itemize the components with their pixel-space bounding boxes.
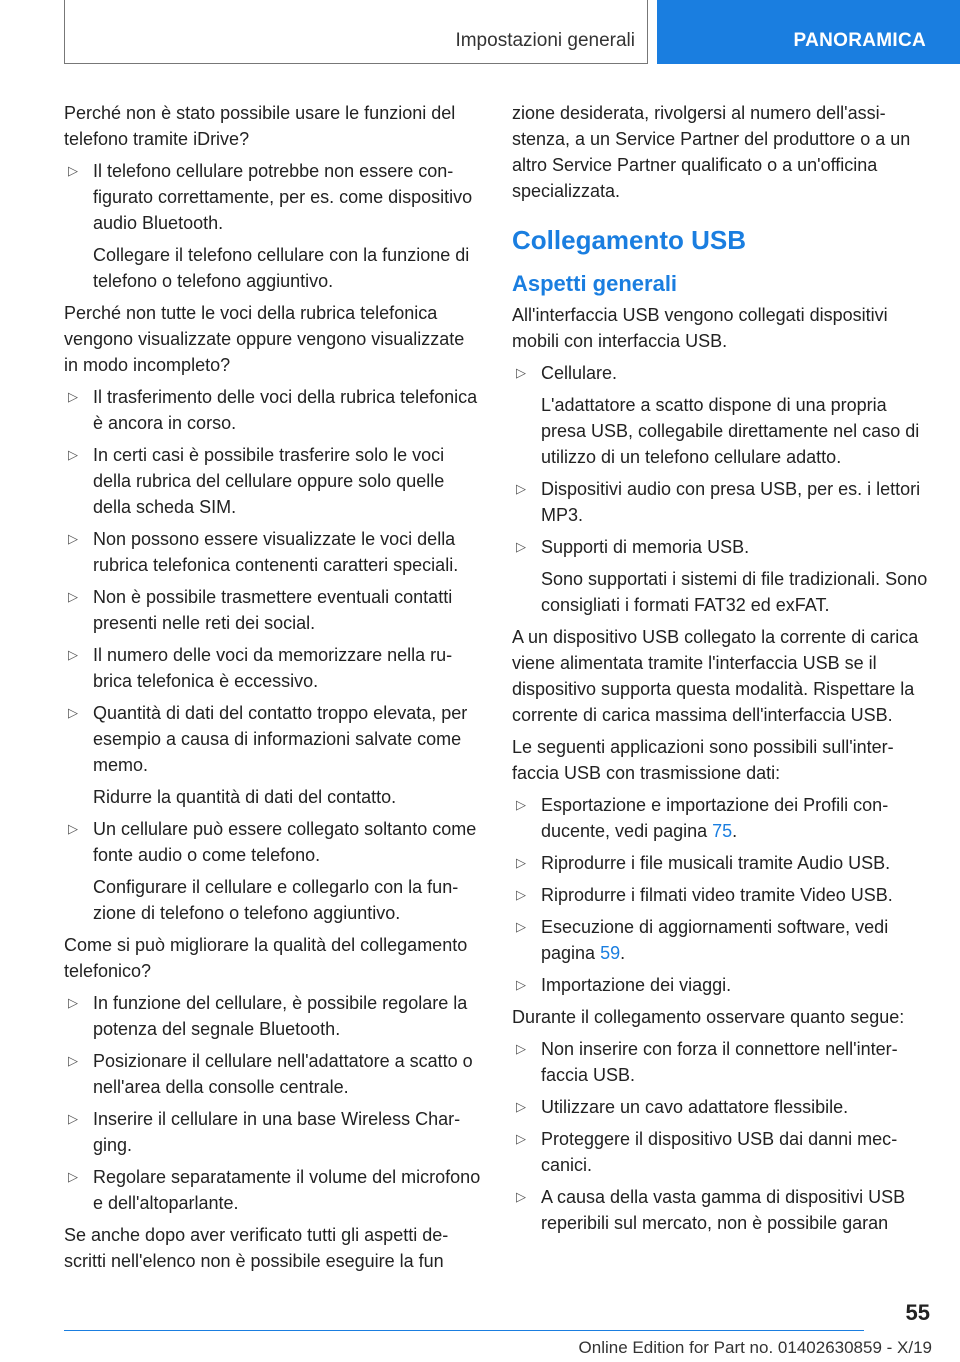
- bullet-triangle-icon: ▷: [68, 1053, 78, 1068]
- list-item-text: Esportazione e importazione dei Profili conducente, vedi pagina: [541, 795, 889, 841]
- list-item: [512, 1094, 928, 1120]
- list-item: [64, 158, 482, 294]
- header-section-title: Impostazioni generali: [455, 30, 635, 51]
- list-item-subtext: Sono supportati i sistemi di file tradizionali. Sono consigliati i formati FAT32 ed exFAT.: [541, 569, 928, 615]
- bullet-triangle-icon: ▷: [516, 481, 526, 496]
- list-item: [512, 360, 928, 470]
- list-item-text: Esecuzione di aggiornamenti software, vedi pagina: [541, 917, 889, 963]
- bullet-triangle-icon: ▷: [68, 821, 78, 836]
- bullet-triangle-icon: ▷: [516, 977, 526, 992]
- list-item-text: Un cellulare può essere collegato soltanto come fonte audio o come telefono.: [93, 819, 477, 865]
- list-item: [512, 792, 928, 844]
- list-item-text: Il telefono cellulare potrebbe non essere configurato correttamente, per es. come dispositivo audio Bluetooth.: [93, 161, 473, 233]
- list-item: [512, 914, 928, 966]
- bullet-triangle-icon: ▷: [68, 447, 78, 462]
- list-item: [512, 882, 928, 908]
- bullet-triangle-icon: ▷: [68, 647, 78, 662]
- bullet-triangle-icon: ▷: [516, 919, 526, 934]
- bullet-triangle-icon: ▷: [68, 1169, 78, 1184]
- list-item-text: Supporti di memoria USB.: [541, 537, 750, 557]
- heading-usb: Collegamento USB: [512, 225, 747, 255]
- bullet-triangle-icon: ▷: [516, 365, 526, 380]
- bullet-triangle-icon: ▷: [516, 887, 526, 902]
- bullet-triangle-icon: ▷: [68, 531, 78, 546]
- list-item: [512, 1036, 928, 1088]
- list-item-text: Regolare separatamente il volume del microfono e dell'altoparlante.: [93, 1167, 481, 1213]
- list-item-text: Inserire il cellulare in una base Wireless Charging.: [93, 1109, 461, 1155]
- q1-list: [64, 158, 482, 294]
- usb-intro: All'interfaccia USB vengono collegati dispositivi mobili con interfaccia USB.: [512, 305, 888, 351]
- heading-general: Aspetti generali: [512, 271, 678, 296]
- header-section-box: [64, 0, 648, 64]
- list-item: [64, 1048, 482, 1100]
- q2-list: [64, 384, 482, 926]
- list-item-text: Dispositivi audio con presa USB, per es. i lettori MP3.: [541, 479, 921, 525]
- list-item: [64, 442, 482, 520]
- notes-intro: Durante il collegamento osservare quanto segue:: [512, 1007, 905, 1027]
- list-item-tail: .: [732, 821, 738, 841]
- notes-list: [512, 1036, 928, 1236]
- bullet-triangle-icon: ▷: [68, 589, 78, 604]
- list-item-text: Riprodurre i file musicali tramite Audio USB.: [541, 853, 891, 873]
- header-tab-panoramica[interactable]: [657, 0, 960, 64]
- list-item: [512, 534, 928, 618]
- list-item-text: Posizionare il cellulare nell'adattatore a scatto o nell'area della consolle centrale.: [93, 1051, 473, 1097]
- footer-edition: Online Edition for Part no. 01402630859 - X/19: [578, 1338, 932, 1357]
- list-item: [64, 526, 482, 578]
- list-item: [64, 990, 482, 1042]
- list-item-text: Importazione dei viaggi.: [541, 975, 732, 995]
- bullet-triangle-icon: ▷: [68, 1111, 78, 1126]
- list-item-text: Utilizzare un cavo adattatore flessibile.: [541, 1097, 849, 1117]
- list-item: [64, 642, 482, 694]
- list-item-text: Quantità di dati del contatto troppo elevata, per esempio a causa di informazioni salvate come memo.: [93, 703, 468, 775]
- bullet-triangle-icon: ▷: [516, 1189, 526, 1204]
- bullet-triangle-icon: ▷: [68, 705, 78, 720]
- list-item-text: Proteggere il dispositivo USB dai danni meccanici.: [541, 1129, 898, 1175]
- question-3: Come si può migliorare la qualità del collegamento telefonico?: [64, 935, 468, 981]
- header-tab-label: PANORAMICA: [793, 30, 926, 51]
- question-1: Perché non è stato possibile usare le funzioni del telefono tramite iDrive?: [64, 103, 456, 149]
- right-column: [512, 100, 928, 1242]
- continued-paragraph: zione desiderata, rivolgersi al numero dell'assistenza, a un Service Partner del produttore o a un altro Service Partner qualificato o a un'officina specializzata.: [512, 103, 911, 201]
- list-item-subtext: Ridurre la quantità di dati del contatto.: [93, 787, 397, 807]
- list-item-text: Cellulare.: [541, 363, 618, 383]
- left-column: [64, 100, 482, 1280]
- q3-list: [64, 990, 482, 1216]
- list-item-text: A causa della vasta gamma di dispositivi USB reperibili sul mercato, non è possibile garan: [541, 1187, 906, 1233]
- list-item-text: Il numero delle voci da memorizzare nella rubrica telefonica è eccessivo.: [93, 645, 453, 691]
- bullet-triangle-icon: ▷: [516, 855, 526, 870]
- list-item-subtext: L'adattatore a scatto dispone di una propria presa USB, collegabile direttamente nel caso di utilizzo di un telefono cellulare adatto.: [541, 395, 920, 467]
- page-link[interactable]: 75: [712, 821, 733, 841]
- page-number: 55: [905, 1300, 930, 1325]
- list-item: [512, 1126, 928, 1178]
- closing-paragraph: Se anche dopo aver verificato tutti gli aspetti descritti nell'elenco non è possibile eseguire la fun: [64, 1225, 449, 1271]
- list-item-text: Il trasferimento delle voci della rubrica telefonica è ancora in corso.: [93, 387, 478, 433]
- bullet-triangle-icon: ▷: [516, 1131, 526, 1146]
- footer-rule: [64, 1330, 864, 1331]
- bullet-triangle-icon: ▷: [516, 797, 526, 812]
- list-item-text: Non è possibile trasmettere eventuali contatti presenti nelle reti dei social.: [93, 587, 453, 633]
- list-item: [64, 584, 482, 636]
- list-item: [64, 384, 482, 436]
- list-item-subtext: Collegare il telefono cellulare con la funzione di telefono o telefono aggiuntivo.: [93, 245, 470, 291]
- list-item: [512, 1184, 928, 1236]
- list-item: [64, 700, 482, 810]
- bullet-triangle-icon: ▷: [68, 389, 78, 404]
- list-item: [64, 816, 482, 926]
- list-item-text: Non inserire con forza il connettore nell'interfaccia USB.: [541, 1039, 898, 1085]
- list-item-text: In certi casi è possibile trasferire solo le voci della rubrica del cellulare oppure solo quelle della scheda SIM.: [93, 445, 445, 517]
- devices-list: [512, 360, 928, 618]
- list-item-text: In funzione del cellulare, è possibile regolare la potenza del segnale Bluetooth.: [93, 993, 468, 1039]
- list-item: [512, 476, 928, 528]
- list-item: [64, 1164, 482, 1216]
- bullet-triangle-icon: ▷: [68, 163, 78, 178]
- list-item-subtext: Configurare il cellulare e collegarlo con la funzione di telefono o telefono aggiuntivo.: [93, 877, 459, 923]
- list-item-tail: .: [620, 943, 626, 963]
- list-item: [512, 850, 928, 876]
- list-item: [512, 972, 928, 998]
- apps-intro: Le seguenti applicazioni sono possibili sull'interfaccia USB con trasmissione dati:: [512, 737, 894, 783]
- apps-list: [512, 792, 928, 998]
- question-2: Perché non tutte le voci della rubrica telefonica vengono visualizzate oppure vengono visualizzate in modo incompleto?: [64, 303, 465, 375]
- bullet-triangle-icon: ▷: [516, 539, 526, 554]
- list-item-text: Non possono essere visualizzate le voci della rubrica telefonica contenenti caratteri speciali.: [93, 529, 459, 575]
- bullet-triangle-icon: ▷: [68, 995, 78, 1010]
- bullet-triangle-icon: ▷: [516, 1099, 526, 1114]
- bullet-triangle-icon: ▷: [516, 1041, 526, 1056]
- page-link[interactable]: 59: [600, 943, 621, 963]
- list-item-text: Riprodurre i filmati video tramite Video USB.: [541, 885, 893, 905]
- list-item: [64, 1106, 482, 1158]
- charge-paragraph: A un dispositivo USB collegato la corrente di carica viene alimentata tramite l'interfaccia USB se il dispositivo supporta questa modalità. Rispettare la corrente di carica massima dell'interfaccia USB.: [512, 627, 919, 725]
